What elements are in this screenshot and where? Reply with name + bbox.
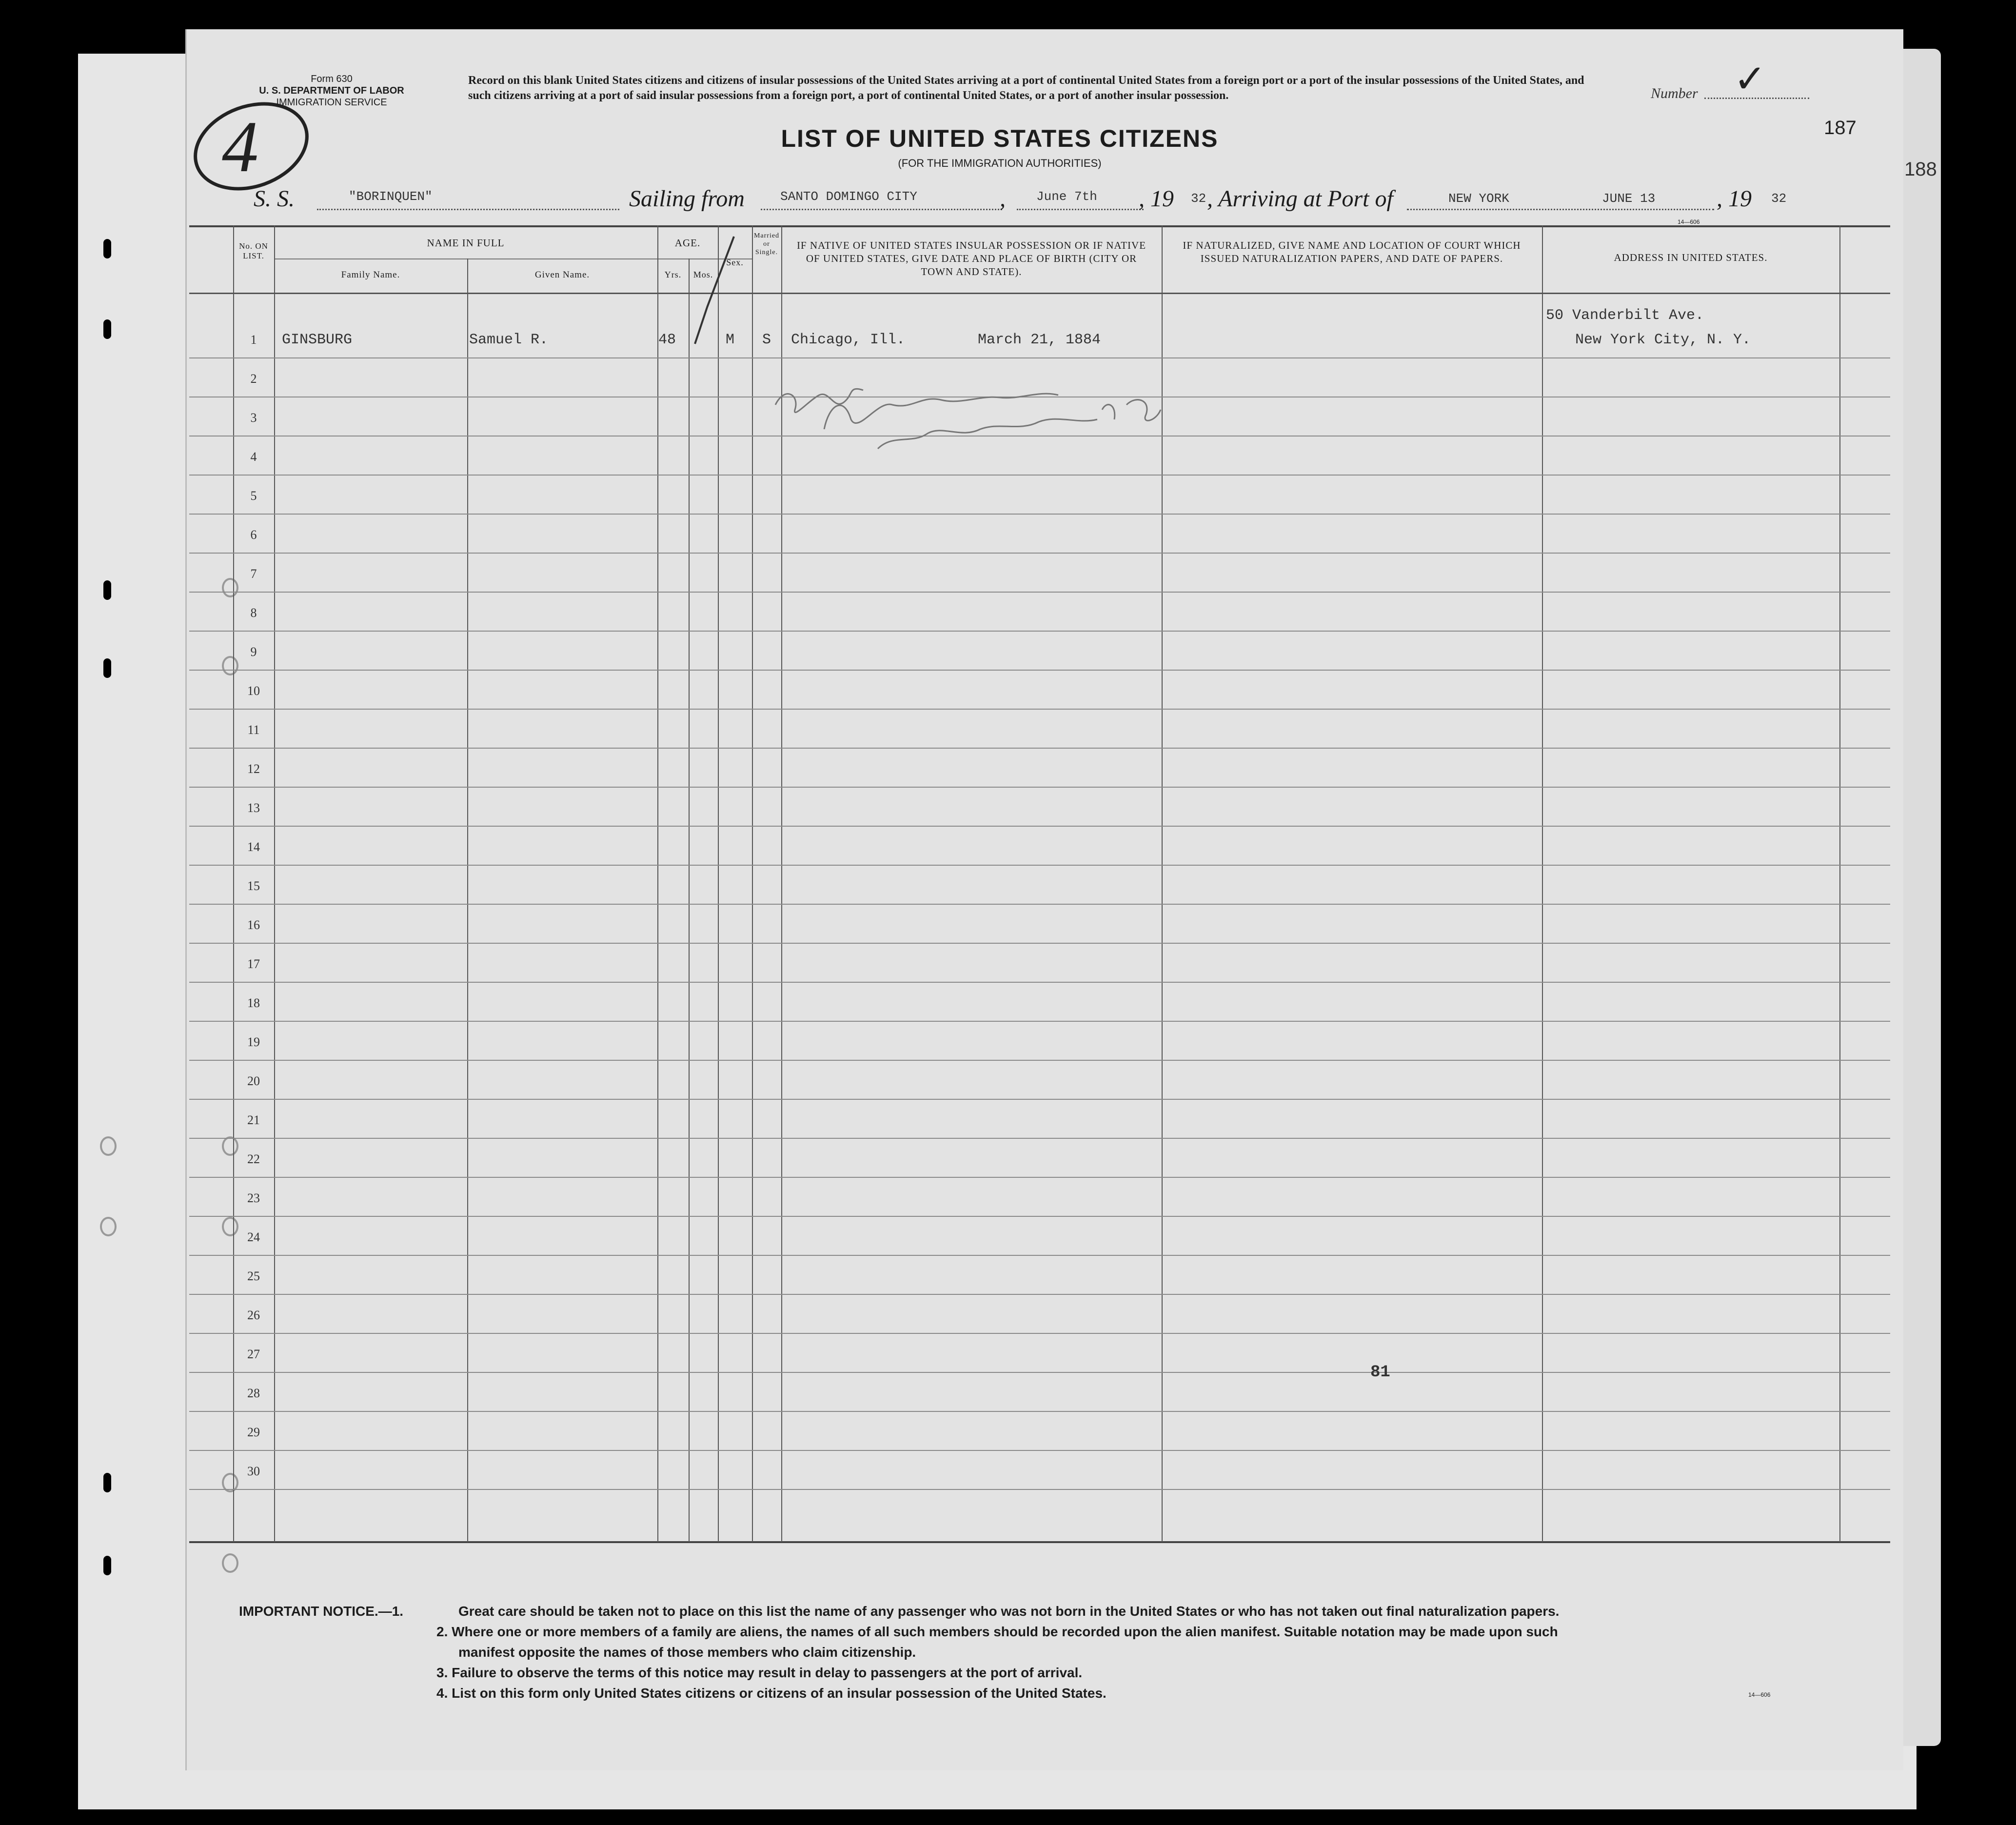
- row-rule: [189, 1372, 1890, 1373]
- marital-cell: S: [762, 332, 771, 348]
- row-number: 15: [247, 879, 260, 893]
- binder-hole: [222, 1553, 238, 1573]
- row-number: 8: [250, 606, 257, 620]
- row-rule: [189, 865, 1890, 866]
- address-line-1: 50 Vanderbilt Ave.: [1546, 307, 1704, 324]
- form-number: Form 630: [311, 74, 353, 84]
- sex-cell: M: [726, 332, 735, 348]
- row-rule: [189, 475, 1890, 476]
- ss-label: S. S.: [254, 186, 295, 212]
- row-number: 25: [247, 1269, 260, 1283]
- row-number: 19: [247, 1035, 260, 1049]
- header-yrs: Yrs.: [664, 270, 682, 279]
- row-number: 2: [250, 372, 257, 386]
- column-divider: [233, 225, 234, 1542]
- year-prefix: , 19: [1717, 186, 1752, 212]
- next-page-number: 188: [1904, 159, 1937, 180]
- row-number: 5: [250, 489, 257, 503]
- row-number: 12: [247, 762, 260, 776]
- header-name-in-full: NAME IN FULL: [427, 237, 505, 249]
- family-name-cell: GINSBURG: [282, 332, 353, 348]
- row-rule: [189, 1489, 1890, 1490]
- row-number: 27: [247, 1347, 260, 1361]
- number-label: Number: [1651, 85, 1698, 101]
- sail-year: 32: [1191, 191, 1206, 206]
- row-rule: [189, 1060, 1890, 1061]
- row-rule: [189, 670, 1890, 671]
- row-rule: [189, 357, 1890, 358]
- binder-hole: [103, 658, 111, 678]
- column-divider: [689, 258, 690, 1542]
- binder-hole: [103, 239, 111, 258]
- ship-name: "BORINQUEN": [349, 189, 433, 204]
- sail-date-line: [1017, 209, 1144, 210]
- row-rule: [189, 1138, 1890, 1139]
- binder-hole: [222, 656, 238, 675]
- footer-code: 14—606: [1748, 1691, 1771, 1698]
- binder-hole: [103, 319, 111, 339]
- row-number: 24: [247, 1230, 260, 1244]
- header-age: AGE.: [674, 237, 701, 249]
- row-rule: [189, 1411, 1890, 1412]
- binder-hole: [103, 1473, 111, 1492]
- row-number: 18: [247, 996, 260, 1010]
- row-rule: [189, 709, 1890, 710]
- arrival-year: 32: [1771, 191, 1787, 206]
- page-subtitle: (FOR THE IMMIGRATION AUTHORITIES): [898, 157, 1102, 169]
- row-number: 22: [247, 1152, 260, 1166]
- binder-hole: [222, 578, 238, 597]
- arrival-date: JUNE 13: [1602, 191, 1656, 206]
- header-given-name: Given Name.: [534, 270, 590, 280]
- row-rule: [189, 631, 1890, 632]
- row-rule: [189, 1099, 1890, 1100]
- row-number: 23: [247, 1191, 260, 1205]
- year-prefix: , 19: [1139, 186, 1174, 212]
- department-name: U. S. DEPARTMENT OF LABOR: [259, 85, 404, 96]
- column-divider: [718, 225, 719, 1542]
- header-sex: Sex.: [726, 258, 744, 267]
- row-number: 28: [247, 1386, 260, 1400]
- notice-item-2: 2. Where one or more members of a family are aliens, the names of all such members should be recorded upon the alien manifest. Suitable notation may be made upon such: [436, 1624, 1558, 1639]
- row-rule: [189, 1255, 1890, 1256]
- row-number: 4: [250, 450, 257, 464]
- notice-item-1: Great care should be taken not to place on this list the name of any passenger who was not born in the United States or who has not taken out final naturalization papers.: [458, 1604, 1560, 1619]
- row-rule: [189, 904, 1890, 905]
- from-port-line: [761, 209, 1002, 210]
- row-rule: [189, 553, 1890, 554]
- header-address: ADDRESS IN UNITED STATES.: [1614, 252, 1768, 263]
- row-rule: [189, 748, 1890, 749]
- notice-label: IMPORTANT NOTICE.—1.: [239, 1604, 404, 1619]
- row-number: 14: [247, 840, 260, 854]
- address-line-2: New York City, N. Y.: [1575, 332, 1751, 348]
- row-number: 30: [247, 1464, 260, 1478]
- table-top-rule: [189, 225, 1890, 227]
- binder-hole: [103, 580, 111, 600]
- circled-number: 4: [222, 106, 258, 187]
- column-divider: [1839, 225, 1840, 1542]
- row-number: 10: [247, 684, 260, 698]
- printer-code: 14—606: [1678, 218, 1700, 225]
- row-rule: [189, 1021, 1890, 1022]
- binder-hole: [100, 1136, 117, 1156]
- row-rule: [189, 982, 1890, 983]
- age-years-cell: 48: [658, 332, 676, 348]
- ship-line: [317, 209, 619, 210]
- manifest-sheet: [185, 29, 1903, 1770]
- column-divider: [657, 225, 658, 1542]
- birth-date-cell: March 21, 1884: [978, 332, 1101, 348]
- row-rule: [189, 514, 1890, 515]
- binder-hole: [100, 1217, 117, 1236]
- row-rule: [189, 592, 1890, 593]
- intro-text: Record on this blank United States citizens and citizens of insular possessions of the United States arriving at a port of continental United States from a foreign port or a port of the insular possessions of the United States, and such citizens arriving at a port of said insular possessions from a foreign port, a port of continental United States, or a port of another insular possession.: [468, 74, 1584, 102]
- row-rule: [189, 787, 1890, 788]
- row-rule: [189, 943, 1890, 944]
- comma: ,: [1000, 186, 1006, 212]
- binder-hole: [222, 1217, 238, 1236]
- row-number: 13: [247, 801, 260, 815]
- notice-item-3: 3. Failure to observe the terms of this notice may result in delay to passengers at the port of arrival.: [436, 1665, 1083, 1680]
- arrival-port: NEW YORK: [1448, 191, 1509, 206]
- binder-hole: [222, 1136, 238, 1156]
- row-number: 16: [247, 918, 260, 932]
- row-number: 26: [247, 1308, 260, 1322]
- binder-hole: [103, 1556, 111, 1575]
- row-number: 29: [247, 1425, 260, 1439]
- row-number: 17: [247, 957, 260, 971]
- header-naturalized: IF NATURALIZED, GIVE NAME AND LOCATION OF COURT WHICH ISSUED NATURALIZATION PAPERS, AND DATE OF PAPERS.: [1183, 239, 1521, 264]
- notice-item-2-cont: manifest opposite the names of those members who claim citizenship.: [458, 1645, 916, 1660]
- page-number: 187: [1824, 117, 1857, 139]
- row-rule: [189, 1333, 1890, 1334]
- row-number: 20: [247, 1074, 260, 1088]
- row-number: 7: [250, 567, 257, 581]
- given-name-cell: Samuel R.: [469, 332, 549, 348]
- row-number: 1: [250, 333, 257, 347]
- row-rule: [189, 1294, 1890, 1295]
- row-number: 6: [250, 528, 257, 542]
- row-number: 21: [247, 1113, 260, 1127]
- column-divider: [1542, 225, 1543, 1542]
- header-bottom-rule: [189, 293, 1890, 294]
- birth-place-cell: Chicago, Ill.: [791, 332, 906, 348]
- header-mos: Mos.: [693, 270, 713, 279]
- column-divider: [752, 225, 753, 1542]
- row-number: 11: [247, 723, 260, 737]
- column-divider: [467, 258, 468, 1542]
- column-divider: [274, 225, 275, 1542]
- from-port: SANTO DOMINGO CITY: [780, 189, 917, 204]
- handwritten-check-stroke: [688, 229, 741, 351]
- header-native: IF NATIVE OF UNITED STATES INSULAR POSSESSION OR IF NATIVE OF UNITED STATES, GIVE DATE AND PLACE OF BIRTH (CITY OR TOWN AND STATE).: [796, 239, 1146, 278]
- name-subheader-rule: [274, 258, 752, 259]
- check-mark: ✓: [1734, 58, 1767, 101]
- service-name: IMMIGRATION SERVICE: [276, 97, 387, 108]
- page-title: LIST OF UNITED STATES CITIZENS: [781, 125, 1219, 152]
- stray-mark: 81: [1370, 1363, 1390, 1382]
- row-number: 9: [250, 645, 257, 659]
- sailing-label: Sailing from: [629, 186, 745, 212]
- arriving-label: , Arriving at Port of: [1207, 186, 1393, 212]
- table-bottom-rule: [189, 1541, 1890, 1543]
- header-married: Married or Single.: [753, 232, 780, 256]
- header-no: No. ON LIST.: [239, 241, 268, 260]
- row-number: 3: [250, 411, 257, 425]
- inspector-signature: [766, 376, 1185, 463]
- row-rule: [189, 1450, 1890, 1451]
- sail-date: June 7th: [1036, 189, 1097, 204]
- notice-item-4: 4. List on this form only United States citizens or citizens of an insular possession of the United States.: [436, 1686, 1107, 1701]
- row-rule: [189, 1177, 1890, 1178]
- row-rule: [189, 826, 1890, 827]
- row-rule: [189, 1216, 1890, 1217]
- arrival-port-line: [1407, 209, 1714, 210]
- header-family-name: Family Name.: [341, 270, 400, 280]
